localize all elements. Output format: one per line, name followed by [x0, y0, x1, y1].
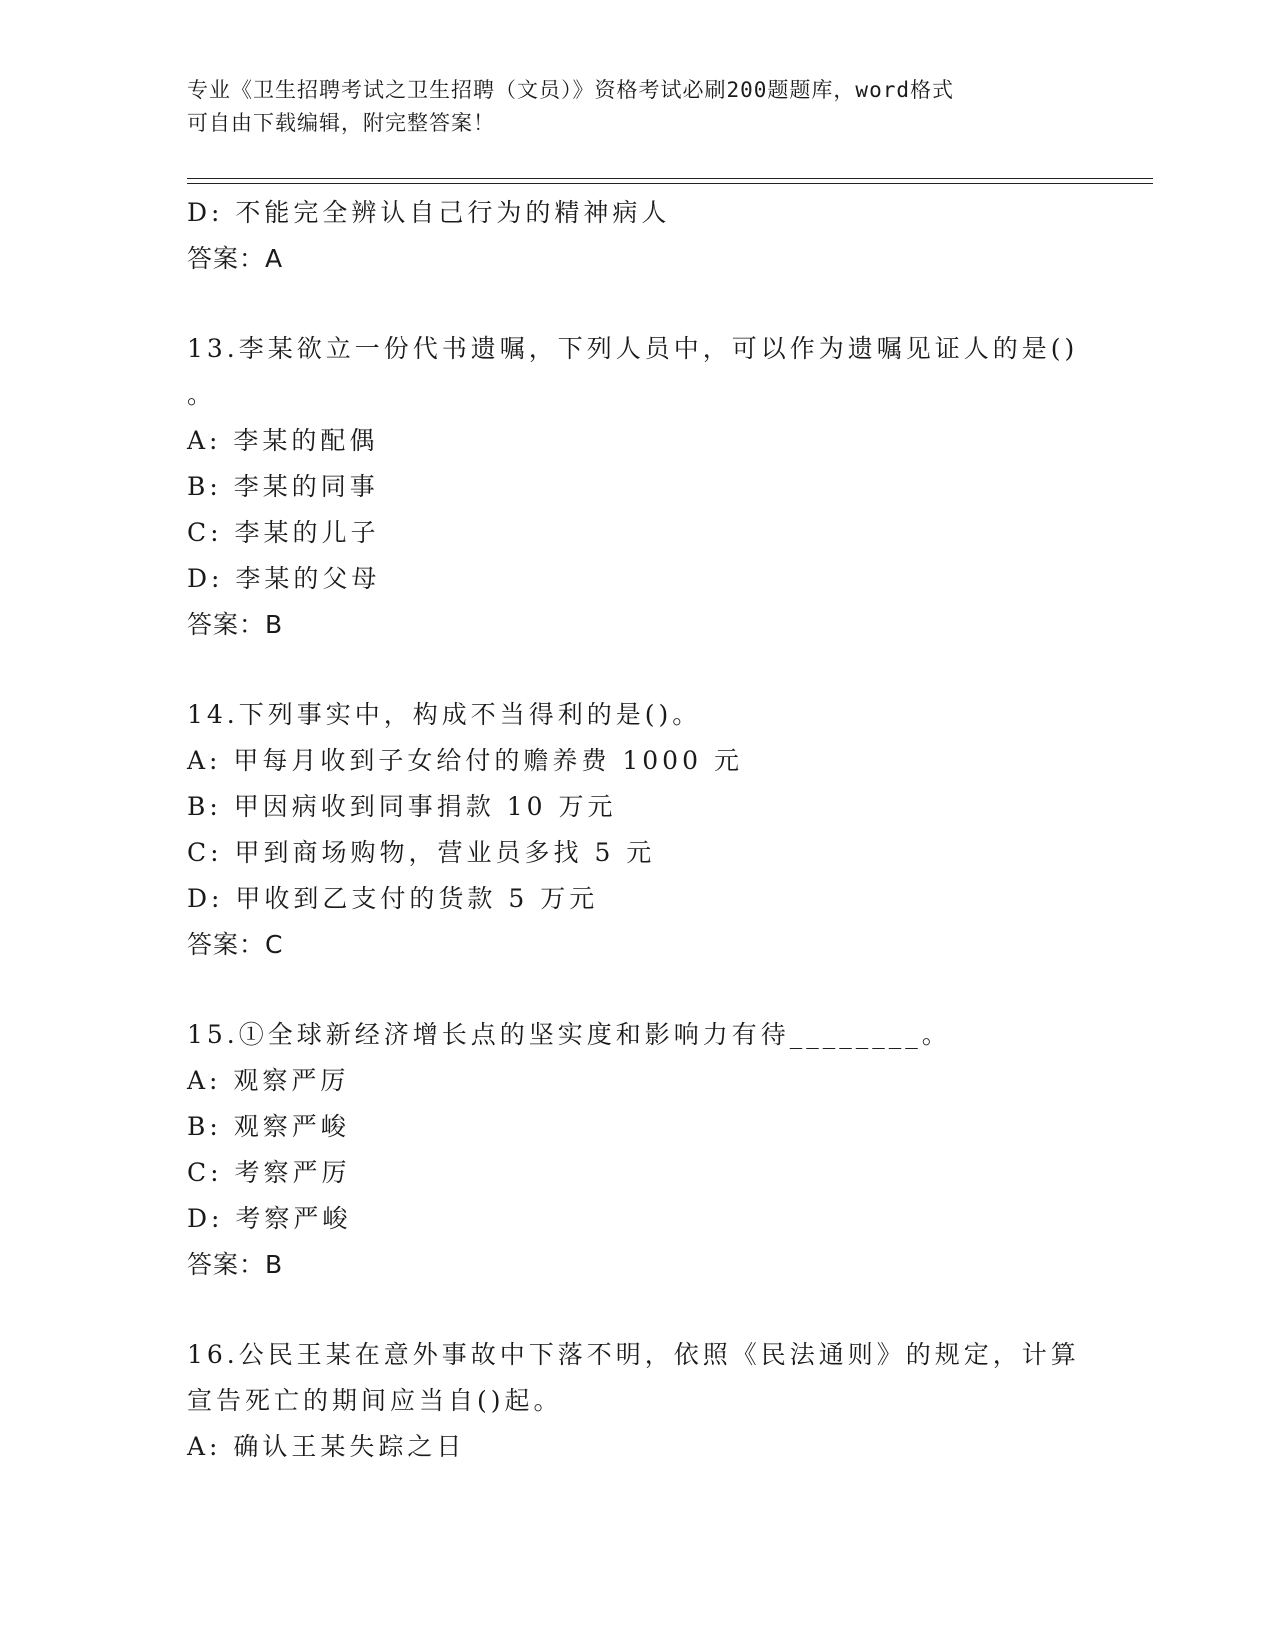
option-a: A: 确认王某失踪之日 [187, 1432, 466, 1461]
option-a: A: 甲每月收到子女给付的赡养费 1000 元 [187, 746, 743, 775]
question-13 [187, 326, 1087, 648]
question-15 [187, 1012, 1087, 1288]
option-a: A: 观察严厉 [187, 1066, 350, 1095]
answer-line: 答案：C [187, 930, 284, 959]
question-stem: 14.下列事实中，构成不当得利的是()。 [187, 700, 702, 729]
answer-line: 答案：B [187, 610, 284, 639]
option-a: A: 李某的配偶 [187, 426, 379, 455]
document-header [187, 74, 1087, 140]
option-d: D: 李某的父母 [187, 564, 381, 593]
option-b: B: 李某的同事 [187, 472, 379, 501]
header-rule-top [187, 178, 1153, 179]
header-line-1: 专业《卫生招聘考试之卫生招聘（文员）》资格考试必刷200题题库，word格式 [187, 78, 954, 102]
option-c: C: 李某的儿子 [187, 518, 380, 547]
question-list [187, 190, 1087, 1470]
question-stem-continued: 。 [187, 380, 217, 409]
question-stem: 15.①全球新经济增长点的坚实度和影响力有待________。 [187, 1020, 951, 1049]
question-stem: 13.李某欲立一份代书遗嘱，下列人员中，可以作为遗嘱见证人的是() [187, 334, 1079, 363]
option-c: C: 考察严厉 [187, 1158, 351, 1187]
option-c: C: 甲到商场购物，营业员多找 5 元 [187, 838, 656, 867]
question-stem-continued: 宣告死亡的期间应当自()起。 [187, 1386, 563, 1415]
option-d: D: 考察严峻 [187, 1204, 352, 1233]
answer-line: 答案：B [187, 1250, 284, 1279]
question-stem: 16.公民王某在意外事故中下落不明，依照《民法通则》的规定，计算 [187, 1340, 1080, 1369]
header-rule-bottom [187, 183, 1153, 184]
answer-line: 答案：A [187, 244, 284, 273]
option-b: B: 甲因病收到同事捐款 10 万元 [187, 792, 617, 821]
question-16 [187, 1332, 1087, 1470]
option-b: B: 观察严峻 [187, 1112, 350, 1141]
option-d: D: 甲收到乙支付的货款 5 万元 [187, 884, 599, 913]
question-14 [187, 692, 1087, 968]
header-line-2: 可自由下载编辑，附完整答案！ [187, 111, 495, 135]
option-d: D: 不能完全辨认自己行为的精神病人 [187, 198, 671, 227]
